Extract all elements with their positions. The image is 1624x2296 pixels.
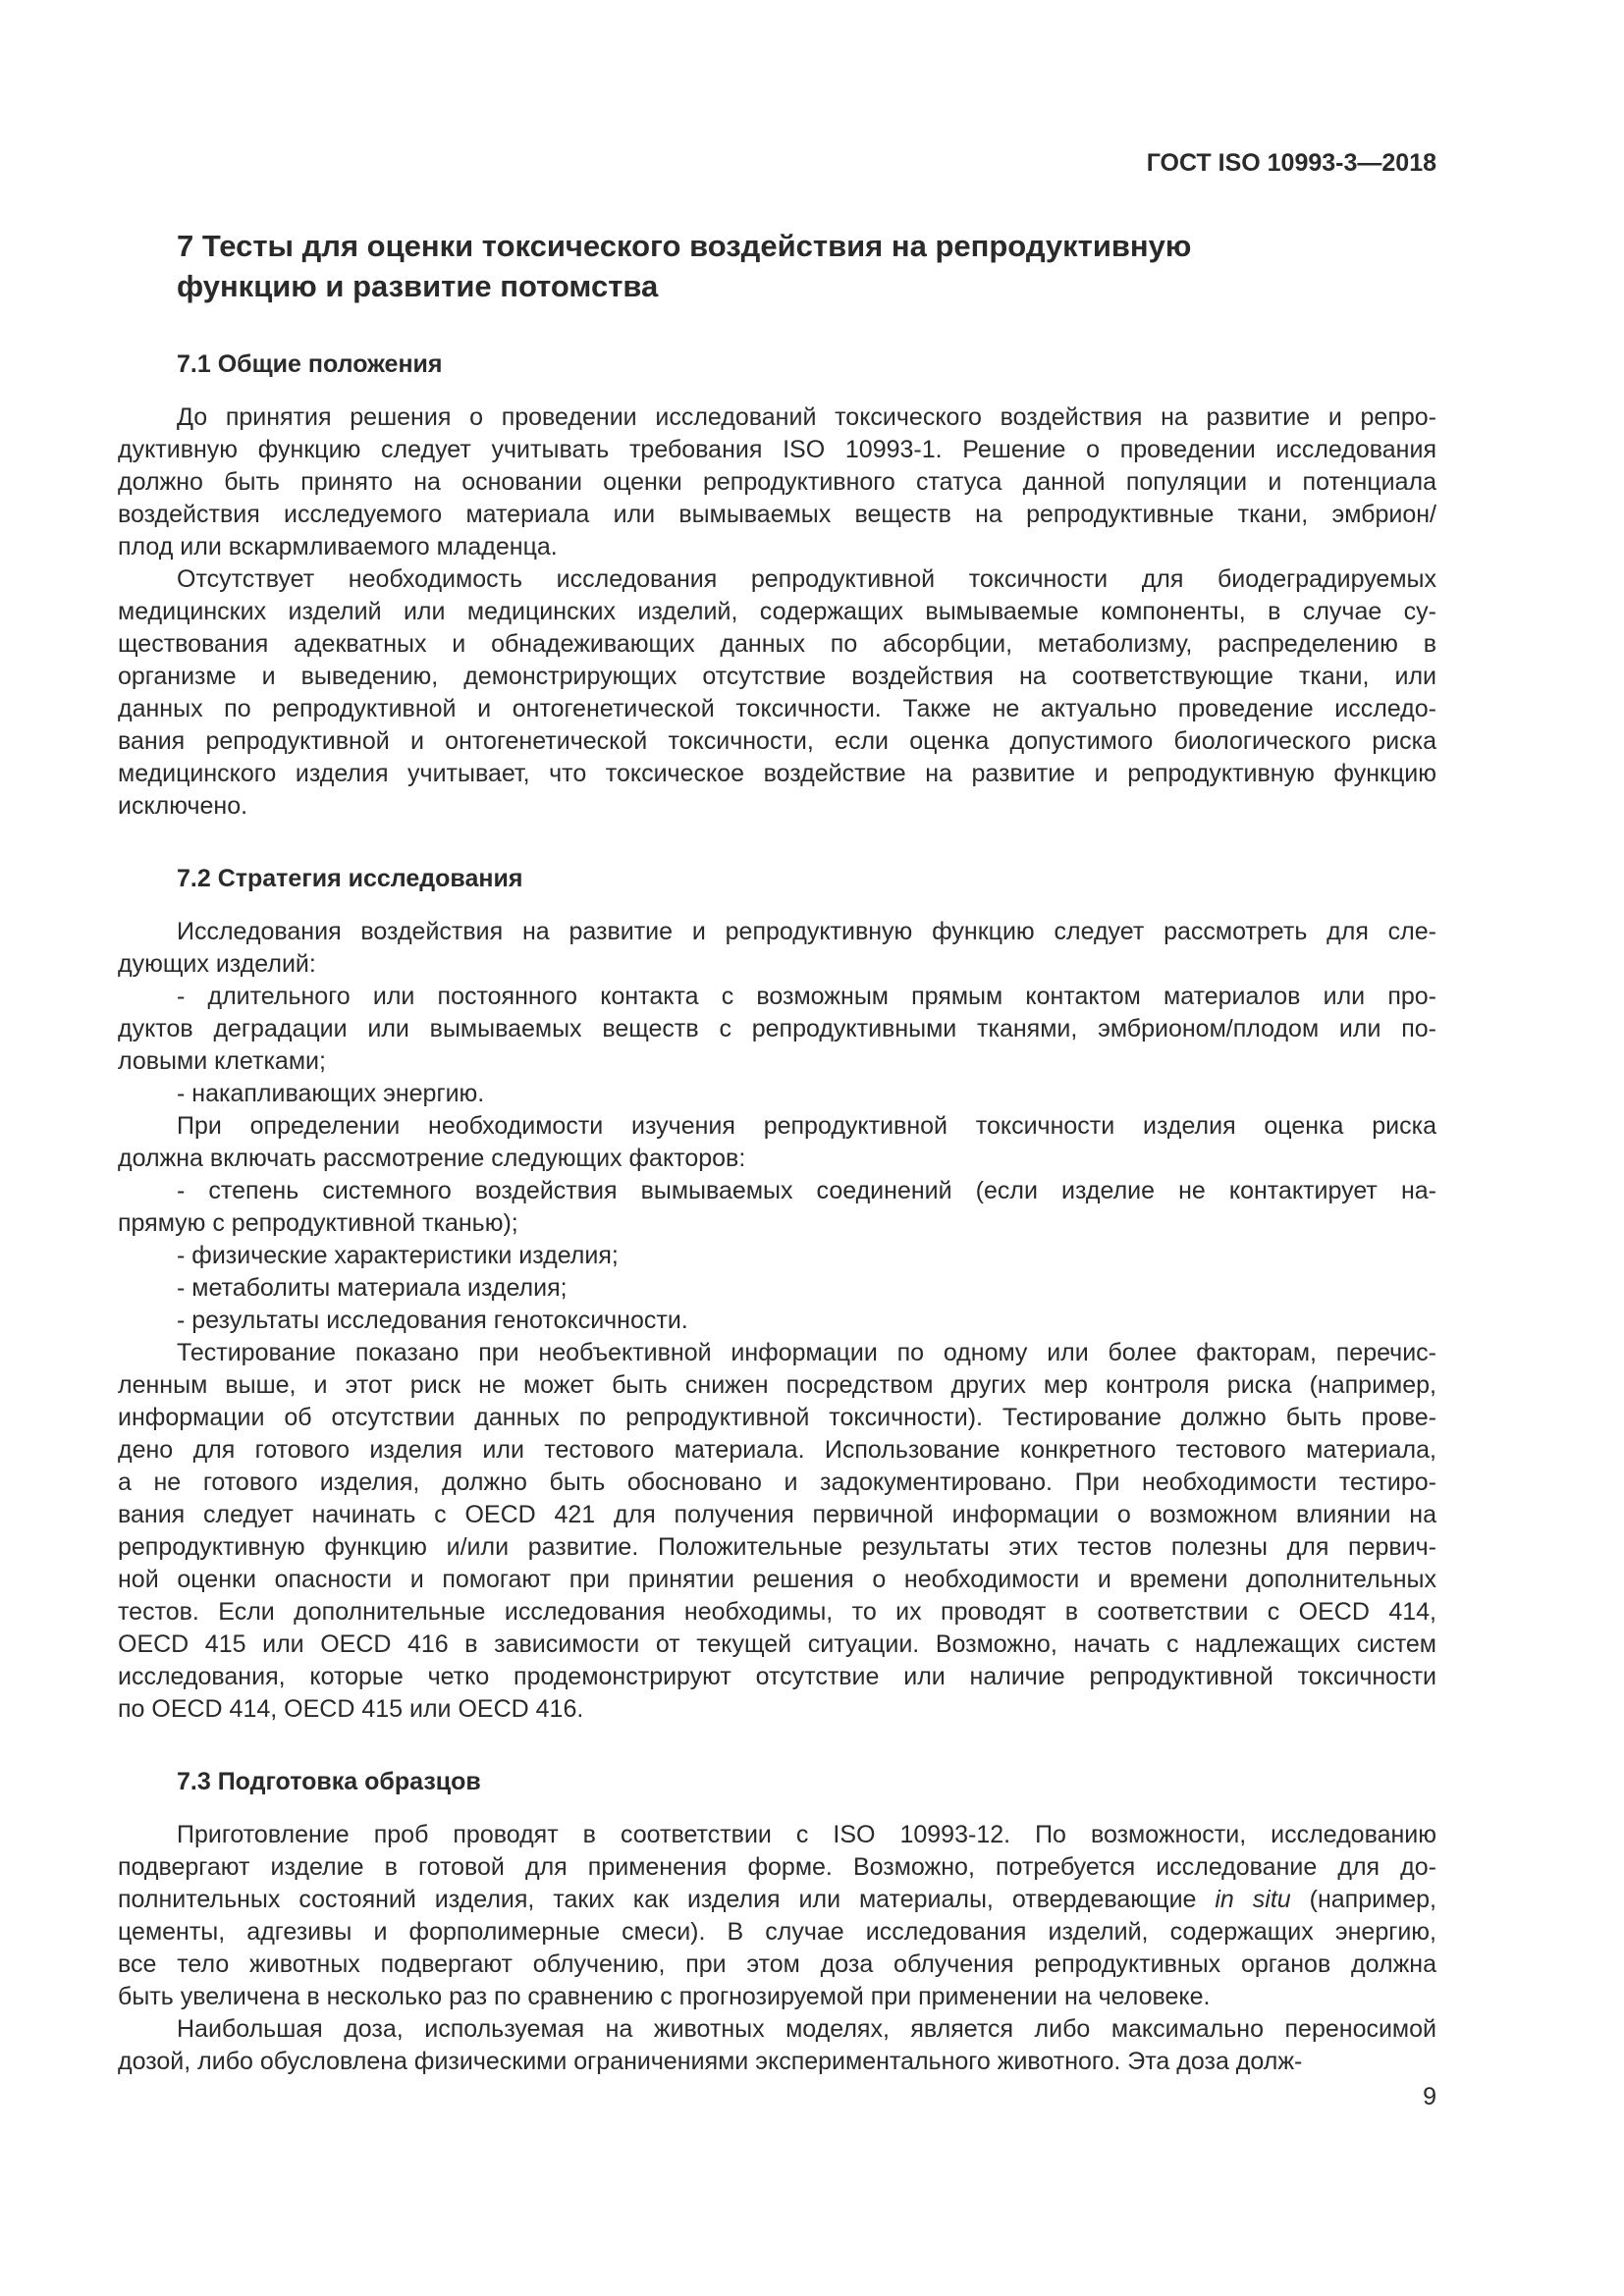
text-line: воздействия исследуемого материала или вымываемых веществ на репродуктивные ткани, эмбрион/: [118, 501, 1436, 528]
text-line: [118, 1884, 1436, 1916]
text-line: данных по репродуктивной и онтогенетической токсичности. Также не актуально проведение исследо-: [118, 695, 1436, 722]
text-line: Исследования воздействия на развитие и репродуктивную функцию следует рассмотреть для сле-: [177, 918, 1436, 945]
text-line: цементы, адгезивы и форполимерные смеси). В случае исследования изделий, содержащих энергию,: [118, 1918, 1436, 1946]
paragraph: [118, 1240, 1436, 1272]
text-line: исключено.: [118, 792, 248, 820]
page-number: 9: [1423, 2083, 1436, 2110]
subsection-heading: 7.2 Стратегия исследования: [177, 865, 523, 892]
text-line: быть увеличена в несколько раз по сравнению с прогнозируемой при применении на человеке.: [118, 1983, 1211, 2010]
text-segment: полнительных состояний изделия, таких как изделия или материалы, отвердевающие: [118, 1886, 1216, 1913]
section-7-1: [118, 347, 1436, 823]
text-line: должна включать рассмотрение следующих факторов:: [118, 1145, 746, 1172]
text-line: исследования, которые четко продемонстрируют отсутствие или наличие репродуктивной токсичности: [118, 1663, 1436, 1690]
text-line: ной оценки опасности и помогают при принятии решения о необходимости и времени дополнительных: [118, 1566, 1436, 1593]
document-header: ГОСТ ISO 10993-3—2018: [1146, 149, 1436, 177]
paragraph: [118, 1337, 1436, 1726]
text-line: дуктивную функцию следует учитывать требования ISO 10993-1. Решение о проведении исследования: [118, 436, 1436, 463]
paragraph: [118, 1819, 1436, 2013]
text-line: дозой, либо обусловлена физическими ограничениями экспериментального животного. Эта доза долж-: [118, 2048, 1303, 2075]
text-line: плод или вскармливаемого младенца.: [118, 533, 558, 561]
text-line: репродуктивную функцию и/или развитие. Положительные результаты этих тестов полезны для первич-: [118, 1533, 1436, 1561]
text-line: При определении необходимости изучения репродуктивной токсичности изделия оценка риска: [177, 1112, 1436, 1140]
paragraph: [118, 1175, 1436, 1240]
text-line: - длительного или постоянного контакта с возможным прямым контактом материалов или про-: [177, 983, 1436, 1010]
text-line: должно быть принято на основании оценки репродуктивного статуса данной популяции и потенциала: [118, 468, 1436, 496]
section-title-line: 7 Тесты для оценки токсического воздействия на репродуктивную: [177, 229, 1192, 263]
text-line: подвергают изделие в готовой для применения форме. Возможно, потребуется исследование для до-: [118, 1853, 1436, 1881]
text-line: вания следует начинать с OECD 421 для получения первичной информации о возможном влиянии на: [118, 1501, 1436, 1528]
text-line: информации об отсутствии данных по репродуктивной токсичности). Тестирование должно быть прове-: [118, 1404, 1436, 1431]
document-body: [118, 347, 1436, 2117]
text-line: Отсутствует необходимость исследования репродуктивной токсичности для биодеградируемых: [177, 565, 1436, 593]
text-line: медицинских изделий или медицинских изделий, содержащих вымываемые компоненты, в случае су-: [118, 598, 1436, 625]
subsection-heading: 7.3 Подготовка образцов: [177, 1768, 481, 1795]
text-line: OECD 415 или OECD 416 в зависимости от текущей ситуации. Возможно, начать с надлежащих систем: [118, 1630, 1436, 1658]
text-line: дуктов деградации или вымываемых веществ с репродуктивными тканями, эмбрионом/плодом или по-: [118, 1015, 1436, 1042]
paragraph: [118, 1305, 1436, 1337]
text-line: тестов. Если дополнительные исследования необходимы, то их проводят в соответствии с OECD 414,: [118, 1598, 1436, 1626]
italic-term: in situ: [1215, 1886, 1291, 1913]
section-title: [177, 226, 1191, 306]
text-line: организме и выведению, демонстрирующих отсутствие воздействия на соответствующие ткани, или: [118, 663, 1436, 690]
text-line: прямую с репродуктивной тканью);: [118, 1209, 518, 1237]
text-line: вания репродуктивной и онтогенетической токсичности, если оценка допустимого биологического риска: [118, 727, 1436, 755]
text-line: а не готового изделия, должно быть обосновано и задокументировано. При необходимости тестиро-: [118, 1468, 1436, 1496]
text-line: все тело животных подвергают облучению, при этом доза облучения репродуктивных органов должна: [118, 1950, 1436, 1978]
paragraph: [118, 401, 1436, 563]
text-line: - метаболиты материала изделия;: [177, 1274, 568, 1302]
text-line: ловыми клетками;: [118, 1047, 326, 1075]
section-title-line: функцию и развитие потомства: [177, 269, 659, 303]
paragraph: [118, 916, 1436, 981]
text-line: ществования адекватных и обнадеживающих данных по абсорбции, метаболизму, распределению в: [118, 630, 1436, 658]
text-line: - накапливающих энергию.: [177, 1080, 485, 1107]
text-line: Приготовление проб проводят в соответствии с ISO 10993-12. По возможности, исследованию: [177, 1821, 1436, 1848]
paragraph: [118, 1110, 1436, 1175]
text-line: Тестирование показано при необъективной информации по одному или более факторам, перечис-: [177, 1339, 1436, 1366]
text-line: - результаты исследования генотоксичности.: [177, 1307, 688, 1334]
text-line: - степень системного воздействия вымываемых соединений (если изделие не контактирует на-: [177, 1177, 1436, 1204]
section-7-3: [118, 1765, 1436, 2078]
text-line: медицинского изделия учитывает, что токсическое воздействие на развитие и репродуктивную функцию: [118, 760, 1436, 787]
paragraph: [118, 563, 1436, 823]
text-line: До принятия решения о проведении исследований токсического воздействия на развитие и репро-: [177, 403, 1436, 431]
paragraph: [118, 1078, 1436, 1110]
section-7-2: [118, 862, 1436, 1726]
text-line: по OECD 414, OECD 415 или OECD 416.: [118, 1695, 584, 1723]
paragraph: [118, 2013, 1436, 2078]
text-line: дующих изделий:: [118, 950, 316, 978]
subsection-heading: 7.1 Общие положения: [177, 350, 443, 378]
paragraph: [118, 1272, 1436, 1305]
text-line: дено для готового изделия или тестового материала. Использование конкретного тестового материала,: [118, 1436, 1436, 1464]
text-line: ленным выше, и этот риск не может быть снижен посредством других мер контроля риска (например,: [118, 1371, 1436, 1399]
paragraph: [118, 981, 1436, 1078]
text-line: - физические характеристики изделия;: [177, 1242, 619, 1269]
text-line: Наибольшая доза, используемая на животных моделях, является либо максимально переносимой: [177, 2015, 1436, 2043]
text-segment: (например,: [1290, 1886, 1437, 1913]
